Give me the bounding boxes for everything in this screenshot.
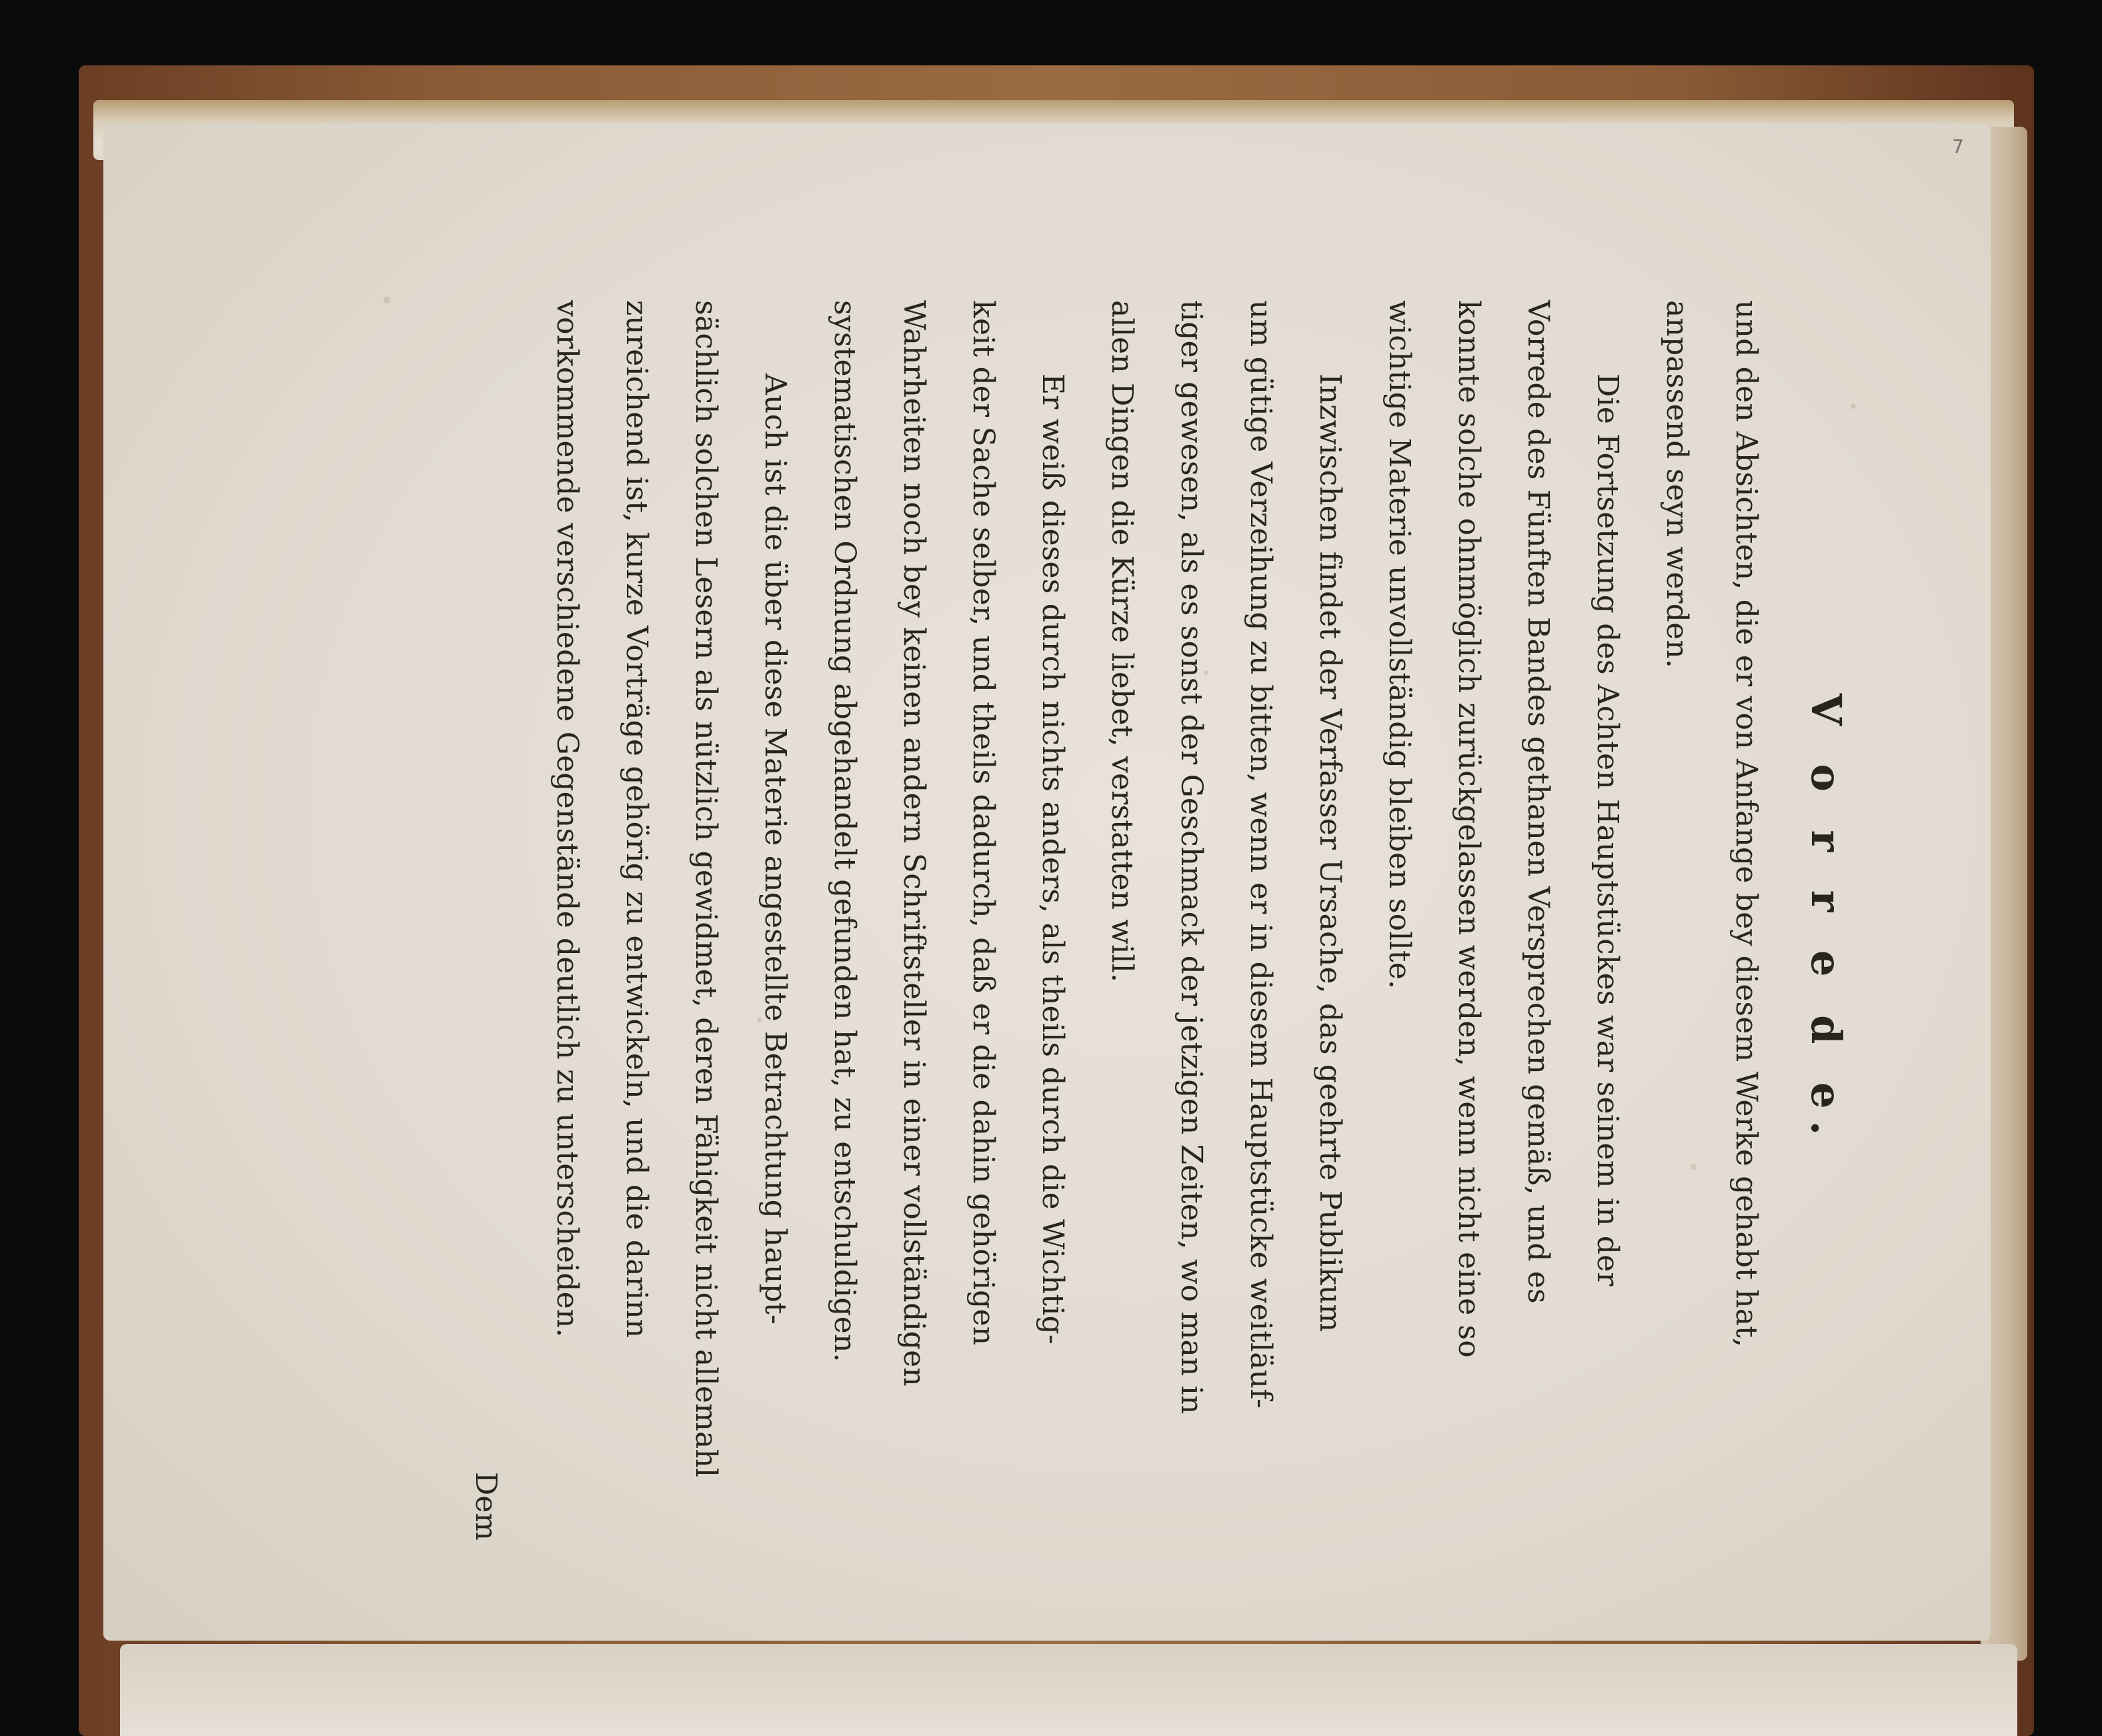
text-lines (532, 300, 1781, 1541)
catchword: Dem (469, 1471, 503, 1541)
text-line: vorkommende verschiedene Gegenstände deutlich zu unterscheiden. (550, 300, 584, 1338)
section-heading: V o r r e d e. (1802, 693, 1851, 1148)
text-line: Die Fortsetzung des Achten Hauptstückes war seinem in der (1591, 373, 1625, 1286)
text-line: sächlich solchen Lesern als nützlich gewidmet, deren Fähigkeit nicht allemahl (689, 300, 723, 1478)
rotated-text-layer (103, 187, 1991, 1641)
text-block (451, 300, 1881, 1541)
text-line: systematischen Ordnung abgehandelt gefunden hat, zu entschuldigen. (828, 300, 862, 1363)
text-line: Er weiß dieses durch nichts anders, als theils durch die Wichtig- (1036, 373, 1070, 1345)
text-line: keit der Sache selber, und theils dadurch, daß er die dahin gehörigen (966, 300, 1000, 1346)
page-corner-mark: 7 (1952, 135, 1964, 157)
book-page (103, 123, 1991, 1641)
text-line: allen Dingen die Kürze liebet, verstatten will. (1105, 300, 1139, 983)
text-line: anpassend seyn werden. (1660, 300, 1694, 669)
text-line: Vorrede des Fünften Bandes gethanen Versprechen gemäß, und es (1521, 300, 1555, 1304)
text-line: tiger gewesen, als es sonst der Geschmack der jetzigen Zeiten, wo man in (1174, 300, 1208, 1415)
text-line: wichtige Materie unvollständig bleiben sollte. (1382, 300, 1416, 990)
text-line: Auch ist die über diese Materie angestellte Betrachtung haupt- (758, 373, 792, 1325)
text-line: zureichend ist, kurze Vorträge gehörig zu entwickeln, und die darinn (620, 300, 654, 1339)
text-line: Wahrheiten noch bey keinen andern Schriftsteller in einer vollständigen (897, 300, 931, 1387)
text-line: Inzwischen findet der Verfasser Ursache, das geehrte Publikum (1313, 373, 1347, 1333)
text-line: um gütige Verzeihung zu bitten, wenn er in diesem Hauptstücke weitläuf- (1244, 300, 1278, 1409)
text-line: und den Absichten, die er von Anfange bey diesem Werke gehabt hat, (1729, 300, 1763, 1348)
text-line: konnte solche ohnmöglich zurückgelassen werden, wenn nicht eine so (1452, 300, 1486, 1358)
next-page-edge (120, 1644, 2017, 1736)
